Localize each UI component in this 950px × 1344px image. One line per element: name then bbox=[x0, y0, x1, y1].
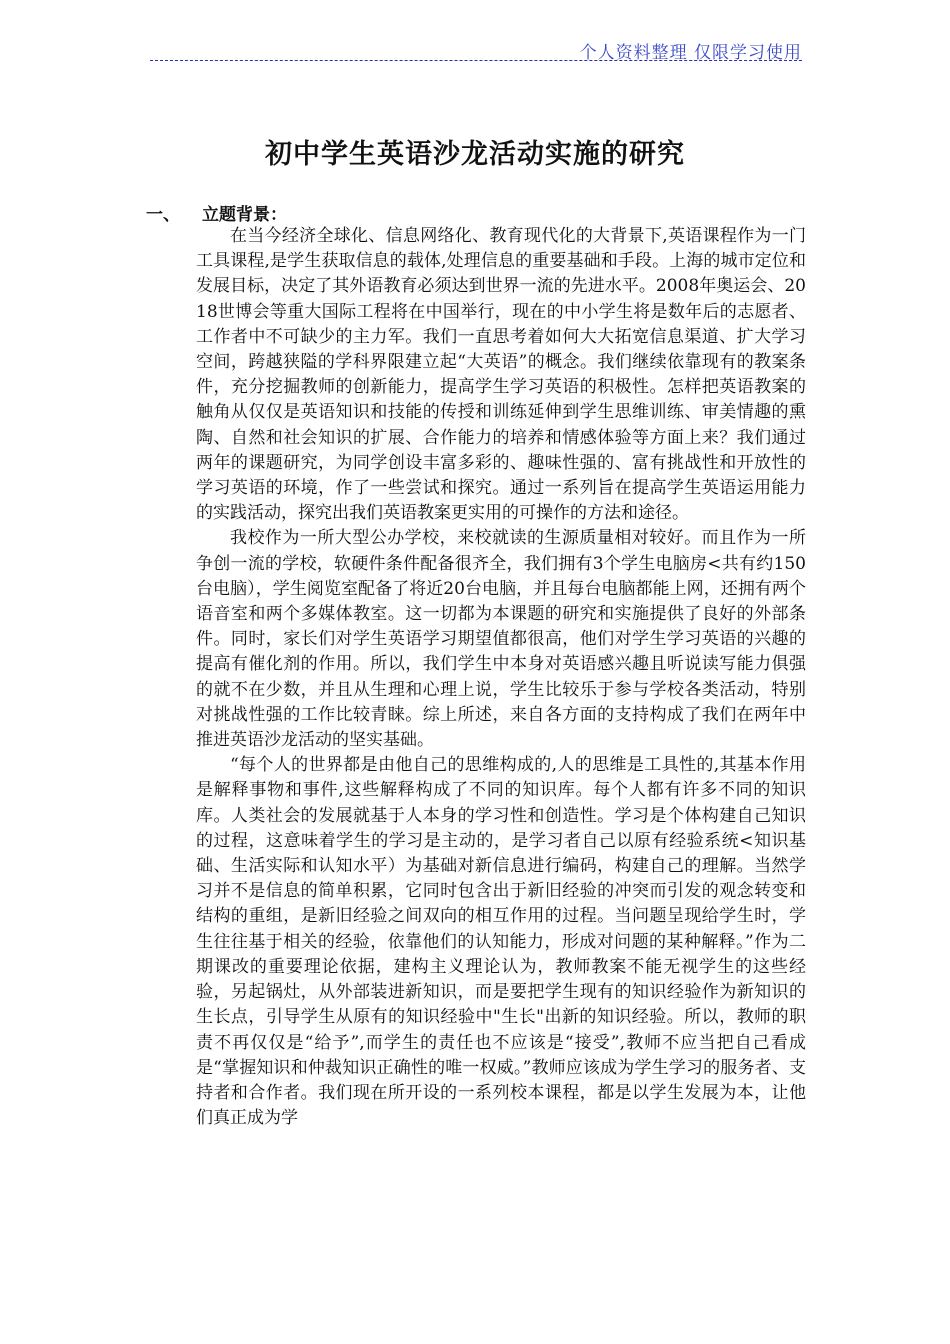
paragraph-3: “每个人的世界都是由他自己的思维构成的,人的思维是工具性的,其基本作用是解释事物和事件,这些解释构成了不同的知识库。每个人都有许多不同的知识库。人类社会的发展就基于人本身的学习性和创造性。学习是个体构建自己知识的过程，这意味着学生的学习是主动的，是学习者自己以原有经验系统<知识基础、生活实际和认知水平）为基础对新信息进行编码，构建自己的理解。当然学习并不是信息的简单积累，它同时包含出于新旧经验的冲突而引发的观念转变和结构的重组，是新旧经验之间双向的相互作用的过程。当问题呈现给学生时，学生往往基于相关的经验，依靠他们的认知能力，形成对问题的某种解释。”作为二期课改的重要理论依据，建构主义理论认为，教师教案不能无视学生的这些经验，另起锅灶，从外部装进新知识，而是要把学生现有的知识经验作为新知识的生长点，引导学生从原有的知识经验中"生长"出新的知识经验。所以，教师的职责不再仅仅是“给予”,而学生的责任也不应该是“接受”,教师不应当把自己看成是“掌握知识和仲裁知识正确性的唯一权威。”教师应该成为学生学习的服务者、支持者和合作者。我们现在所开设的一系列校本课程，都是以学生发展为本，让他们真正成为学 bbox=[196, 755, 806, 1129]
body-text bbox=[196, 224, 806, 1131]
section-title: 立题背景： bbox=[202, 205, 287, 225]
document-title: 初中学生英语沙龙活动实施的研究 bbox=[265, 139, 685, 170]
header-note: 个人资料整理 仅限学习使用 bbox=[579, 43, 802, 63]
paragraph-2: 我校作为一所大型公办学校，来校就读的生源质量相对较好。而且作为一所争创一流的学校，软硬件条件配备很齐全，我们拥有3个学生电脑房<共有约150台电脑），学生阅览室配备了将近20台电脑，并且每台电脑都能上网，还拥有两个语音室和两个多媒体教室。这一切都为本课题的研究和实施提供了良好的外部条件。同时，家长们对学生英语学习期望值都很高，他们对学生学习英语的兴趣的提高有催化剂的作用。所以，我们学生中本身对英语感兴趣且听说读写能力俱强的就不在少数，并且从生理和心理上说，学生比较乐于参与学校各类活动，特别对挑战性强的工作比较青睐。综上所述，来自各方面的支持构成了我们在两年中推进英语沙龙活动的坚实基础。 bbox=[196, 528, 806, 751]
page-header bbox=[150, 38, 802, 61]
paragraph-1: 在当今经济全球化、信息网络化、教育现代化的大背景下,英语课程作为一门工具课程,是学生获取信息的载体,处理信息的重要基础和手段。上海的城市定位和发展目标，决定了其外语教育必须达到世界一流的先进水平。2008年奥运会、2018世博会等重大国际工程将在中国举行，现在的中小学生将是数年后的志愿者、工作者中不可缺少的主力军。我们一直思考着如何大大拓宽信息渠道、扩大学习空间，跨越狭隘的学科界限建立起“大英语”的概念。我们继续依靠现有的教案条件，充分挖掘教师的创新能力，提高学生学习英语的积极性。怎样把英语教案的触角从仅仅是英语知识和技能的传授和训练延伸到学生思维训练、审美情趣的熏陶、自然和社会知识的扩展、合作能力的培养和情感体验等方面上来？我们通过两年的课题研究，为同学创设丰富多彩的、趣味性强的、富有挑战性和开放性的学习英语的环境，作了一些尝试和探究。通过一系列旨在提高学生英语运用能力的实践活动，探究出我们英语教案更实用的可操作的方法和途径。 bbox=[196, 226, 806, 524]
section-number: 一、 bbox=[146, 205, 180, 225]
section-heading bbox=[146, 200, 287, 225]
